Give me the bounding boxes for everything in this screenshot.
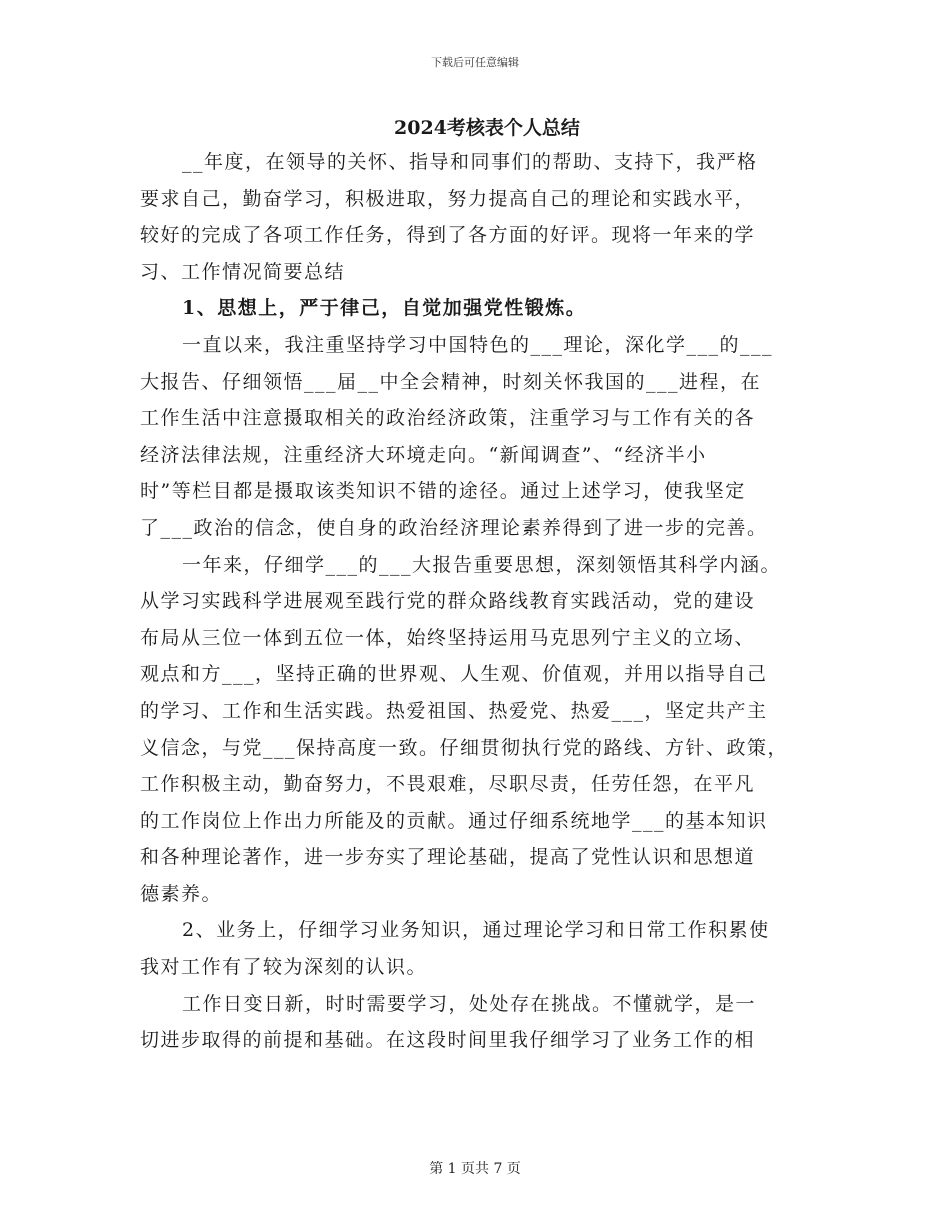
document-title: 2024考核表个人总结 [394, 117, 580, 139]
text-line: 习、工作情况简要总结 [140, 260, 346, 283]
text-line: 观点和方___，坚持正确的世界观、人生观、价值观，并用以指导自己 [140, 663, 768, 686]
text-line: 和各种理论著作，进一步夯实了理论基础，提高了党性认识和思想道 [140, 846, 756, 869]
text-line: 布局从三位一体到五位一体，始终坚持运用马克思列宁主义的立场、 [140, 626, 756, 649]
text-line: 较好的完成了各项工作任务，得到了各方面的好评。现将一年来的学 [140, 224, 756, 247]
page-footer: 第 1 页共 7 页 [429, 1161, 521, 1177]
text-line: 的工作岗位上作出力所能及的贡献。通过仔细系统地学___的基本知识 [140, 809, 768, 832]
text-line: 1、思想上，严于律己，自觉加强党性锻炼。 [182, 297, 587, 320]
text-line: 的学习、工作和生活实践。热爱祖国、热爱党、热爱___，坚定共产主 [140, 699, 768, 722]
header-note: 下载后可任意编辑 [431, 56, 519, 69]
text-line: 义信念，与党___保持高度一致。仔细贯彻执行党的路线、方针、政策， [140, 736, 789, 759]
text-line: 一直以来，我注重坚持学习中国特色的___理论，深化学___的___ [182, 333, 774, 356]
text-line: 德素养。 [140, 882, 223, 905]
text-line: 工作日变日新，时时需要学习，处处存在挑战。不懂就学，是一 [182, 992, 757, 1015]
text-line: 工作积极主动，勤奋努力，不畏艰难，尽职尽责，任劳任怨，在平凡 [140, 773, 756, 796]
document-body [140, 112, 820, 1059]
text-line: 大报告、仔细领悟___届__中全会精神，时刻关怀我国的___进程，在 [140, 370, 762, 393]
text-line: 从学习实践科学进展观至践行党的群众路线教育实践活动，党的建设 [140, 590, 756, 613]
text-line: 要求自己，勤奋学习，积极进取，努力提高自己的理论和实践水平， [140, 187, 756, 210]
text-line: __年度，在领导的关怀、指导和同事们的帮助、支持下，我严格 [182, 151, 758, 173]
text-line: 我对工作有了较为深刻的认识。 [140, 956, 428, 979]
paragraph-lines [140, 144, 820, 1059]
text-line: 工作生活中注意摄取相关的政治经济政策，注重学习与工作有关的各 [140, 407, 756, 430]
text-line: 了___政治的信念，使自身的政治经济理论素养得到了进一步的完善。 [140, 516, 768, 539]
text-line: 切进步取得的前提和基础。在这段时间里我仔细学习了业务工作的相 [140, 1029, 756, 1052]
text-line: 时”等栏目都是摄取该类知识不错的途径。通过上述学习，使我坚定 [140, 480, 746, 503]
text-line: 2、业务上，仔细学习业务知识，通过理论学习和日常工作积累使 [182, 919, 770, 942]
text-line: 经济法律法规，注重经济大环境走向。“新闻调查”、“经济半小 [140, 443, 707, 466]
text-line: 一年来，仔细学___的___大报告重要思想，深刻领悟其科学内涵。 [182, 553, 782, 576]
